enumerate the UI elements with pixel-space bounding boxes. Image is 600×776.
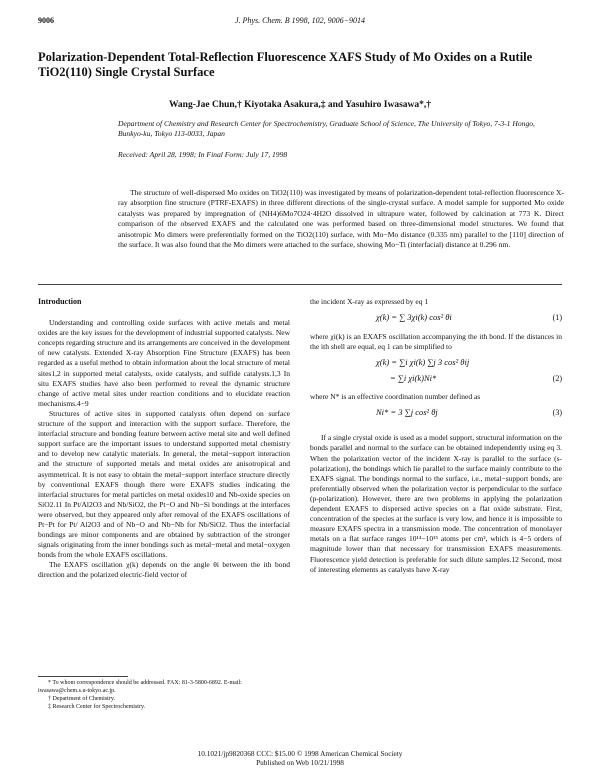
article-title: Polarization-Dependent Total-Reflection Fluorescence XAFS Study of Mo Oxides on a Rutile TiO2(110) Single Crystal Surface bbox=[38, 50, 533, 79]
equation-2-number: (2) bbox=[552, 374, 562, 384]
published-line: Published on Web 10/21/1998 bbox=[256, 758, 344, 767]
equation-2-line-1: χ(k) = ∑i χi(k) ∑j 3 cos² θij bbox=[376, 357, 470, 368]
intro-paragraph-3: The EXAFS oscillation χ(k) depends on the angle θi between the ith bond direction and the polarized electric-field vector of bbox=[38, 560, 290, 580]
equation-1-number: (1) bbox=[552, 313, 562, 323]
page-footer bbox=[0, 749, 600, 767]
footnote-dagger: † Department of Chemistry. bbox=[48, 696, 115, 702]
running-header bbox=[38, 16, 562, 28]
equation-2-line-2: = ∑i χi(k)Ni* bbox=[390, 373, 437, 384]
equation-1-body: χ(k) = ∑ 3χi(k) cos² θi bbox=[376, 312, 452, 323]
abstract: The structure of well-dispersed Mo oxides on TiO2(110) was investigated by means of polarization-dependent total-reflection fluorescence X-ray absorption fine structure (PTRF-EXAFS) in three different directions of the single-crystal surface. A model sample for supported Mo oxide catalysts was prepared by impregnation of (NH4)6Mo7O24·4H2O dissolved in ultrapure water, followed by calcination at 773 K. Direct comparison of the observed EXAFS and the calculated one was performed based on three-dimensional model structures. We found that anisotropic Mo dimers were preferentially formed on the TiO2(110) surface, with Mo−Mo distance (0.335 nm) parallel to the [110] direction of the surface. It was also found that the Mo dimers were attached to the surface, showing Mo−Ti (interfacial) distance at 0.296 nm. bbox=[118, 188, 564, 250]
section-heading-introduction: Introduction bbox=[38, 297, 82, 306]
page-number: 9006 bbox=[38, 16, 54, 25]
footnote-corresponding: * To whom correspondence should be addressed. FAX: 81-3-5800-6892. E-mail: iwasawa@chem.s.u-tokyo.ac.jp. bbox=[38, 680, 242, 694]
intro-paragraph-1: Understanding and controlling oxide surfaces with active metals and metal oxides are the key issues for the development of industrial supported catalysts. New concepts regarding structure and its arrangements are conceived in the development of new catalysts. Extended X-ray Absorption Fine Structure (EXAFS) has been regarded as a useful method to obtain information about the local structure of metal sites1,2 in supported metal catalysts, oxide catalysts, and sulfide catalysts.1,3 In situ EXAFS studies have also been performed to reveal the dynamic structure change of active metal sites under reaction conditions and to elucidate reaction mechanisms.4−9 bbox=[38, 318, 290, 408]
right-paragraph-3: If a single crystal oxide is used as a model support, structural information on the bonds parallel and normal to the surface can be obtained independently using eq 3. When the polarization vector of the incident X-ray is parallel to the surface (s-polarization), the bondings which lie parallel to the surface mainly contribute to the EXAFS signal. The bondings normal to the surface, i.e., metal−support bonds, are preferentially observed when the polarization vector is perpendicular to the surface (p-polarization). However, there are two problems in applying the polarization dependent EXAFS to dispersed active species on a flat oxide substrate. First, concentration of the species at the surface is very low, and hence it is impossible to measure EXAFS spectra in a transmission mode. The concentration of monolayer metals on a flat surface ranges 10¹⁴−10¹⁵ atoms per cm², which is 4−5 orders of magnitude lower than that necessary for transmission EXAFS measurements. Fluorescence yield detection is preferable for such dilute samples.12 Second, most of interesting elements as catalysts have X-ray bbox=[310, 433, 562, 574]
right-paragraph-1: where χi(k) is an EXAFS oscillation accompanying the ith bond. If the distances in the ith shell are equal, eq 1 can be simplified to bbox=[310, 332, 562, 352]
journal-citation: J. Phys. Chem. B 1998, 102, 9006−9014 bbox=[234, 16, 366, 25]
intro-paragraph-2: Structures of active sites in supported catalysts often depend on surface structure of the support and interaction with the support surface. Therefore, the interfacial structure and bonding feature between active metal site and well defined support surface are the important issues to understand supported metal chemistry and to develop new catalytic materials. In general, the metal−support interaction and the structure of supported metals and metal oxides are anisotropical and asymmetrical. It is not easy to obtain the metal−support interface structure directly by conventional EXAFS though there were EXAFS studies indicating the interfacial structures for metal particles on metal oxides10 and Nb-oxide species on SiO2.11 In Pt/Al2O3 and Nb/SiO2, the Pt−O and Nb−Si bondings at the interfaces were observed, but they appeared only after removal of the EXAFS oscillations of Pt−Pt for Pt/ Al2O3 and of Nb−O and Nb−Nb for Nb/SiO2. Thus the interfacial bondings are minor components and are obtained by subtraction of the stronger signals originating from the inner bondings such as metal−metal and metal−oxygen bonds from the whole EXAFS oscillations. bbox=[38, 408, 290, 560]
footnote-double-dagger: ‡ Research Center for Spectrochemistry. bbox=[48, 704, 146, 710]
doi-line: 10.1021/jp9820368 CCC: $15.00 © 1998 American Chemical Society bbox=[197, 749, 403, 758]
abstract-divider bbox=[38, 284, 562, 285]
right-column bbox=[310, 297, 562, 575]
right-paragraph-0: the incident X-ray as expressed by eq 1 bbox=[310, 297, 429, 306]
left-column bbox=[38, 297, 290, 581]
footnote-divider bbox=[38, 676, 128, 677]
equation-1 bbox=[310, 311, 562, 328]
equation-3 bbox=[310, 406, 562, 423]
author-list: Wang-Jae Chun,† Kiyotaka Asakura,‡ and Yasuhiro Iwasawa*,† bbox=[168, 100, 432, 110]
received-dates: Received: April 28, 1998; In Final Form: July 17, 1998 bbox=[118, 150, 288, 159]
equation-3-body: Ni* = 3 ∑j cos² θj bbox=[376, 407, 438, 418]
affiliation: Department of Chemistry and Research Center for Spectrochemistry, Graduate School of Science, The University of Tokyo, 7-3-1 Hongo, Bunkyo-ku, Tokyo 113-0033, Japan bbox=[118, 119, 535, 138]
equation-3-number: (3) bbox=[552, 408, 562, 418]
equation-2 bbox=[310, 356, 562, 388]
footnotes bbox=[38, 679, 290, 711]
right-paragraph-2: where N* is an effective coordination number defined as bbox=[310, 392, 481, 402]
